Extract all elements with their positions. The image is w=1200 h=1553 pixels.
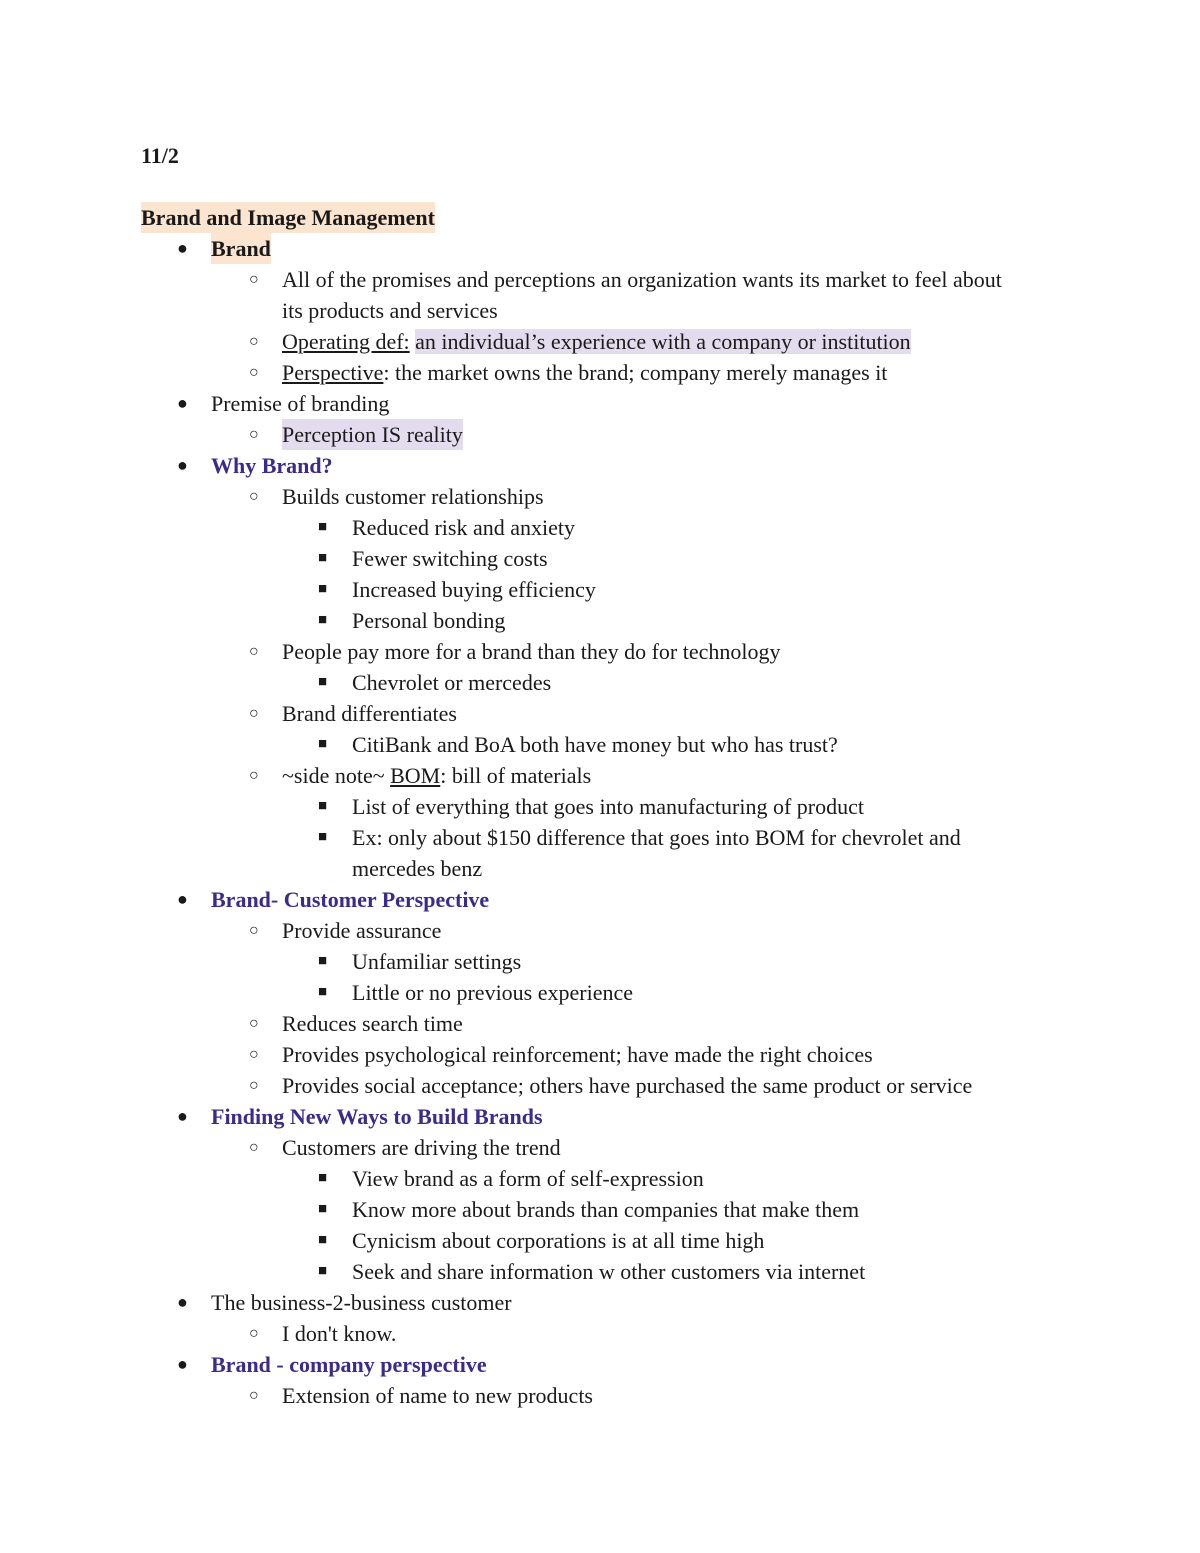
finding-heading: Finding New Ways to Build Brands: [211, 1104, 543, 1129]
square-bullet-icon: ■: [318, 829, 328, 845]
list-item: [0, 1194, 1200, 1225]
bom-term: BOM: [390, 763, 441, 788]
list-item: [0, 1287, 1200, 1318]
perspective-label: Perspective: [282, 360, 384, 385]
list-item: [0, 543, 1200, 574]
why-heading: Why Brand?: [211, 453, 333, 478]
list-item-text: Builds customer relationships: [282, 484, 544, 509]
square-bullet-icon: ■: [318, 1170, 328, 1186]
list-item-text: [282, 357, 887, 388]
list-item-text: Fewer switching costs: [352, 546, 548, 571]
list-item-text: Little or no previous experience: [352, 980, 634, 1005]
list-item-text: People pay more for a brand than they do for technology: [282, 639, 781, 664]
customer-heading: Brand- Customer Perspective: [211, 887, 490, 912]
list-item-text: Personal bonding: [352, 608, 506, 633]
list-item: [0, 419, 1200, 450]
list-item-text: Extension of name to new products: [282, 1383, 593, 1408]
list-item-continuation: [0, 295, 1200, 326]
square-bullet-icon: ■: [318, 1201, 328, 1217]
list-item-text: Brand differentiates: [282, 701, 457, 726]
circle-bullet-icon: ○: [249, 333, 259, 350]
list-item: [0, 791, 1200, 822]
square-bullet-icon: ■: [318, 1263, 328, 1279]
circle-bullet-icon: ○: [249, 1387, 259, 1404]
premise-heading: Premise of branding: [211, 391, 390, 416]
perspective-text: : the market owns the brand; company merely manages it: [383, 360, 888, 385]
list-item-text: Provides social acceptance; others have purchased the same product or service: [282, 1073, 973, 1098]
list-item-text: [282, 760, 591, 791]
list-item: [0, 729, 1200, 760]
list-item: [0, 946, 1200, 977]
circle-bullet-icon: ○: [249, 1325, 259, 1342]
list-item-text: Reduces search time: [282, 1011, 463, 1036]
list-item: [0, 574, 1200, 605]
circle-bullet-icon: ○: [249, 1015, 259, 1032]
bullet-icon: ●: [177, 238, 188, 258]
circle-bullet-icon: ○: [249, 364, 259, 381]
bullet-icon: ●: [177, 1292, 188, 1312]
brand-heading: Brand: [211, 233, 271, 264]
circle-bullet-icon: ○: [249, 1077, 259, 1094]
list-item: [0, 450, 1200, 481]
list-item: [0, 977, 1200, 1008]
list-item-text: Customers are driving the trend: [282, 1135, 561, 1160]
list-item-text: its products and services: [282, 298, 498, 323]
list-item: [0, 326, 1200, 357]
list-item: [0, 1070, 1200, 1101]
square-bullet-icon: ■: [318, 953, 328, 969]
circle-bullet-icon: ○: [249, 271, 259, 288]
list-item-text: Seek and share information w other customers via internet: [352, 1259, 866, 1284]
opdef-label: Operating def:: [282, 329, 410, 354]
date-text: 11/2: [141, 143, 179, 168]
sidenote-prefix: ~side note~: [282, 763, 391, 788]
circle-bullet-icon: ○: [249, 767, 259, 784]
list-item: [0, 605, 1200, 636]
square-bullet-icon: ■: [318, 736, 328, 752]
list-item-text: List of everything that goes into manufacturing of product: [352, 794, 864, 819]
list-item: [0, 760, 1200, 791]
opdef-text: an individual’s experience with a company or institution: [415, 329, 911, 354]
list-item: [0, 1349, 1200, 1380]
list-item: [0, 512, 1200, 543]
list-item: [0, 357, 1200, 388]
list-item-text: Increased buying efficiency: [352, 577, 596, 602]
circle-bullet-icon: ○: [249, 922, 259, 939]
list-item-text: [282, 326, 911, 357]
list-item: [0, 233, 1200, 264]
square-bullet-icon: ■: [318, 519, 328, 535]
list-item-text: Know more about brands than companies that make them: [352, 1197, 860, 1222]
square-bullet-icon: ■: [318, 1232, 328, 1248]
bullet-icon: ●: [177, 393, 188, 413]
list-item: [0, 1163, 1200, 1194]
list-item: [0, 1318, 1200, 1349]
bullet-icon: ●: [177, 1106, 188, 1126]
list-item: [0, 1008, 1200, 1039]
list-item-text: I don't know.: [282, 1321, 397, 1346]
list-item: [0, 1101, 1200, 1132]
list-item: [0, 915, 1200, 946]
square-bullet-icon: ■: [318, 581, 328, 597]
list-item-text: All of the promises and perceptions an organization wants its market to feel about: [282, 267, 1002, 292]
square-bullet-icon: ■: [318, 984, 328, 1000]
list-item: [0, 1380, 1200, 1411]
list-item: [0, 884, 1200, 915]
list-item: [0, 636, 1200, 667]
list-item: [0, 698, 1200, 729]
list-item-text: Cynicism about corporations is at all time high: [352, 1228, 765, 1253]
list-item-continuation: [0, 853, 1200, 884]
circle-bullet-icon: ○: [249, 705, 259, 722]
company-heading: Brand - company perspective: [211, 1352, 487, 1377]
list-item-text: Unfamiliar settings: [352, 949, 522, 974]
list-item: [0, 388, 1200, 419]
list-item-text: CitiBank and BoA both have money but who has trust?: [352, 732, 838, 757]
square-bullet-icon: ■: [318, 612, 328, 628]
list-item-text: View brand as a form of self-expression: [352, 1166, 704, 1191]
circle-bullet-icon: ○: [249, 643, 259, 660]
bullet-icon: ●: [177, 1354, 188, 1374]
list-item-text: Reduced risk and anxiety: [352, 515, 575, 540]
circle-bullet-icon: ○: [249, 1139, 259, 1156]
list-item: [0, 264, 1200, 295]
list-item-text: mercedes benz: [352, 856, 483, 881]
list-item: [0, 667, 1200, 698]
list-item-text: Chevrolet or mercedes: [352, 670, 552, 695]
list-item-text: Perception IS reality: [282, 419, 463, 450]
date-line: [0, 140, 1200, 171]
circle-bullet-icon: ○: [249, 488, 259, 505]
bullet-icon: ●: [177, 455, 188, 475]
list-item: [0, 1039, 1200, 1070]
list-item-text: Provides psychological reinforcement; have made the right choices: [282, 1042, 873, 1067]
list-item-text: Ex: only about $150 difference that goes into BOM for chevrolet and: [352, 825, 961, 850]
bullet-icon: ●: [177, 889, 188, 909]
circle-bullet-icon: ○: [249, 426, 259, 443]
square-bullet-icon: ■: [318, 674, 328, 690]
list-item: [0, 822, 1200, 853]
list-item: [0, 1256, 1200, 1287]
circle-bullet-icon: ○: [249, 1046, 259, 1063]
list-item: [0, 1225, 1200, 1256]
square-bullet-icon: ■: [318, 550, 328, 566]
list-item-text: Provide assurance: [282, 918, 442, 943]
list-item: [0, 481, 1200, 512]
title-line: [0, 202, 1200, 233]
doc-title: Brand and Image Management: [141, 202, 435, 233]
square-bullet-icon: ■: [318, 798, 328, 814]
list-item: [0, 1132, 1200, 1163]
sidenote-rest: : bill of materials: [440, 763, 592, 788]
b2b-heading: The business-2-business customer: [211, 1290, 512, 1315]
